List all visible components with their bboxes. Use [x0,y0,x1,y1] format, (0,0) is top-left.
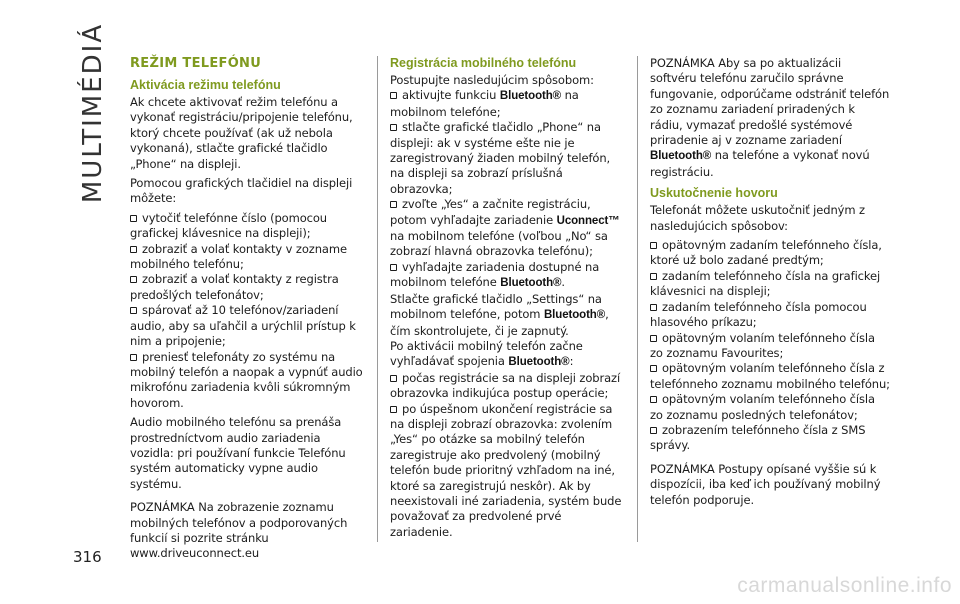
bullet-square-icon [650,365,657,372]
sub-heading-call: Uskutočnenie hovoru [650,186,778,201]
column-divider [377,56,378,542]
list-item: zvoľte „Yes“ a začnite registráciu, potom vyhľadajte zariadenie Uconnect™ na mobilnom telefóne (voľbou „No“ sa zobrazí hlavná obrazovka telefónu); [390,197,620,259]
list-item: opätovným volaním telefónneho čísla z telefónneho zoznamu mobilného telefónu; [650,361,890,391]
paragraph: Audio mobilného telefónu sa prenáša prostredníctvom audio zariadenia vozidla: pri používaní funkcie Telefónu systém automaticky vypne audio systému. [130,415,346,491]
note: POZNÁMKA Na zobrazenie zoznamu mobilných telefónov a podporovaných funkcií si pozrite stránku www.driveuconnect.eu [130,500,348,561]
column-divider [637,56,638,542]
sub-heading-registration: Registrácia mobilného telefónu [390,56,577,70]
paragraph: Postupujte nasledujúcim spôsobom: [390,73,594,87]
sub-heading-activation: Aktivácia režimu telefónu [130,78,281,92]
bullet-square-icon [130,215,137,222]
column-3 [650,56,890,508]
list-item: spárovať až 10 telefónov/zariadení audio, aby sa uľahčil a urýchlil prístup k nim a pripojenie; [130,303,356,349]
bullet-square-icon [390,124,397,131]
bullet-square-icon [650,304,657,311]
bullet-square-icon [390,406,397,413]
bullet-square-icon [650,335,657,342]
bullet-square-icon [650,396,657,403]
bullet-square-icon [130,307,137,314]
column-2 [390,56,625,540]
bullet-square-icon [650,273,657,280]
list-item: zobraziť a volať kontakty v zozname mobilného telefónu; [130,241,347,272]
list-item: vytočiť telefónne číslo (pomocou grafickej klávesnice na displeji); [130,210,327,241]
list-item: po úspešnom ukončení registrácie sa na displeji zobrazí obrazovka: zvolením „Yes“ po otázke sa mobilný telefón zaregistruje ako predvolený (mobilný telefón bude prioritný vzhľadom na iné, ktoré sa zaregistrujú neskôr). Ak by neexistovali iné zariadenia, systém bude považovať za predvolené prvé zariadenie. [390,401,622,539]
section-title [68,22,118,203]
bullet-square-icon [130,276,137,283]
list-item: zadaním telefónneho čísla pomocou hlasového príkazu; [650,299,867,330]
bullet-square-icon [650,242,657,249]
main-heading: REŽIM TELEFÓNU [130,56,262,71]
bullet-square-icon [390,375,397,382]
paragraph: Ak chcete aktivovať režim telefónu a vykonať registráciu/pripojenie telefónu, ktorý chcete používať (ak už nebola vykonaná), stlačte grafické tlačidlo „Phone“ na displeji. [130,95,353,171]
column-1 [130,56,365,562]
paragraph: Telefonát môžete uskutočniť jedným z nasledujúcich spôsobov: [650,203,865,233]
list-item: vyhľadajte zariadenia dostupné na mobilnom telefóne Bluetooth®. [390,259,600,290]
list-item: zobraziť a volať kontakty z registra predošlých telefonátov; [130,272,339,302]
bullet-square-icon [390,201,397,208]
watermark: carmanualsonline.info [737,574,952,597]
bullet-square-icon [130,246,137,253]
bullet-square-icon [390,92,397,99]
paragraph: Po aktivácii mobilný telefón začne vyhľadávať spojenia Bluetooth®: [390,338,583,369]
list-item: zobrazením telefónneho čísla z SMS správy. [650,422,866,453]
bullet-square-icon [130,354,137,361]
paragraph: Pomocou grafických tlačidiel na displeji môžete: [130,176,353,206]
list-item: opätovným zadaním telefónneho čísla, ktoré už bolo zadané predtým; [650,238,882,268]
note: POZNÁMKA Aby sa po aktualizácii softvéru telefónu zaručilo správne fungovanie, odporúčame odstrániť telefón zo zoznamu zariadení priradených k rádiu, vymazať predošlé systémové priradenie aj v zozname zariadení Bluetooth® na telefóne a vykonať novú registráciu. [650,56,890,179]
list-item: počas registrácie sa na displeji zobrazí obrazovka indikujúca postup operácie; [390,370,621,401]
list-item: zadaním telefónneho čísla na grafickej klávesnici na displeji; [650,268,881,299]
list-item: opätovným volaním telefónneho čísla zo zoznamu Favourites; [650,330,875,360]
page-number: 316 [73,548,102,566]
list-item: aktivujte funkciu Bluetooth® na mobilnom telefóne; [390,88,579,119]
list-item: opätovným volaním telefónneho čísla zo zoznamu posledných telefonátov; [650,392,875,422]
note: POZNÁMKA Postupy opísané vyššie sú k dispozícii, iba keď ich používaný mobilný telefón podporuje. [650,461,881,507]
list-item: preniesť telefonáty zo systému na mobilný telefón a naopak a vypnúť audio mikrofónu zariadenia kvôli súkromným hovorom. [130,349,363,410]
list-item: stlačte grafické tlačidlo „Phone“ na displeji: ak v systéme ešte nie je zaregistrovaný žiaden mobilný telefón, na displeji sa zobrazí príslušná obrazovka; [390,120,611,196]
paragraph: Stlačte grafické tlačidlo „Settings“ na mobilnom telefóne, potom Bluetooth®, čím skontrolujete, či je zapnutý. [390,291,609,338]
section-title-text: MULTIMÉDIÁ [78,22,109,203]
bullet-square-icon [650,427,657,434]
bullet-square-icon [390,264,397,271]
